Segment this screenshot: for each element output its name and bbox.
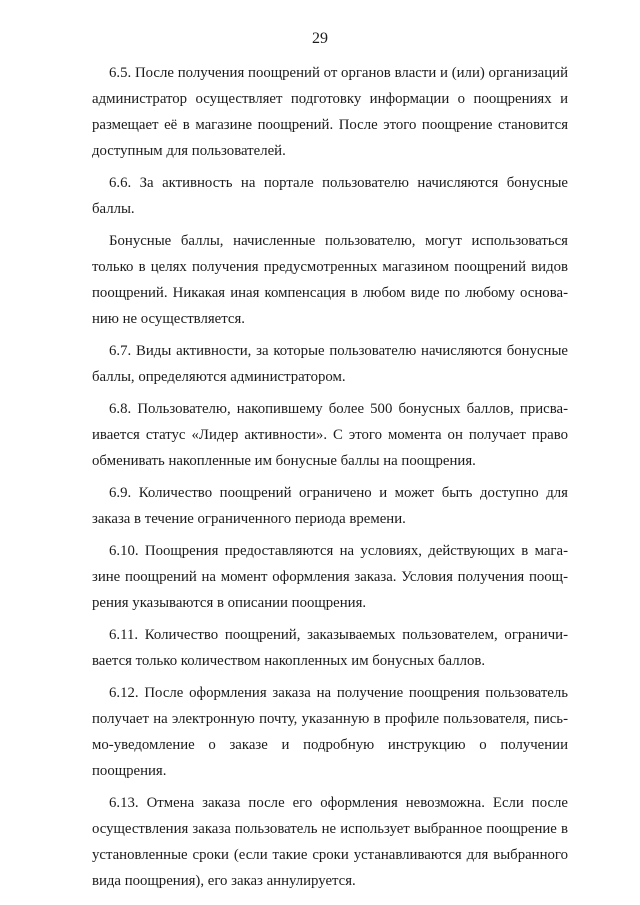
paragraph-6-5: 6.5. После получения поощрений от органов власти и (или) организаций администратор осуществляет подготовку информации о поощрениях и размещает её в магазине поощрений. После этого поощрение становится доступным для пользователей. bbox=[92, 65, 568, 159]
page-number: 29 bbox=[312, 30, 328, 47]
paragraph-6-10: 6.10. Поощрения предоставляются на условиях, действующих в магазине поощрений на момент оформления заказа. Условия получения поощрения указываются в описании поощрения. bbox=[92, 543, 568, 611]
paragraph-6-8: 6.8. Пользователю, накопившему более 500 бонусных баллов, присваивается статус «Лидер активности». С этого момента он получает право обменивать накопленные им бонусные баллы на поощрения. bbox=[92, 401, 568, 469]
paragraph-6-9: 6.9. Количество поощрений ограничено и может быть доступно для заказа в течение ограниченного периода времени. bbox=[92, 485, 568, 527]
paragraph-6-13: 6.13. Отмена заказа после его оформления невозможна. Если после осуществления заказа пользователь не использует выбранное поощрение в установленные сроки (если такие сроки устанавливаются для выбранного вида поощрения), его заказ аннулируется. bbox=[92, 795, 568, 889]
paragraph-6-6: 6.6. За активность на портале пользователю начисляются бонусные баллы. bbox=[92, 175, 568, 217]
document-body bbox=[92, 60, 568, 900]
paragraph-6-12: 6.12. После оформления заказа на получение поощрения пользователь получает на электронную почту, указанную в профиле пользователя, письмо-уведомление о заказе и подробную инструкцию о получении поощрения. bbox=[92, 685, 568, 779]
paragraph-6-11: 6.11. Количество поощрений, заказываемых пользователем, ограничивается только количеством накопленных им бонусных баллов. bbox=[92, 627, 568, 669]
paragraph-bonus-points: Бонусные баллы, начисленные пользователю, могут использоваться только в целях получения предусмотренных магазином поощрений видов поощрений. Никакая иная компенсация в любом виде по любому основанию не осуществляется. bbox=[92, 233, 568, 327]
paragraph-6-7: 6.7. Виды активности, за которые пользователю начисляются бонусные баллы, определяются администратором. bbox=[92, 343, 568, 385]
